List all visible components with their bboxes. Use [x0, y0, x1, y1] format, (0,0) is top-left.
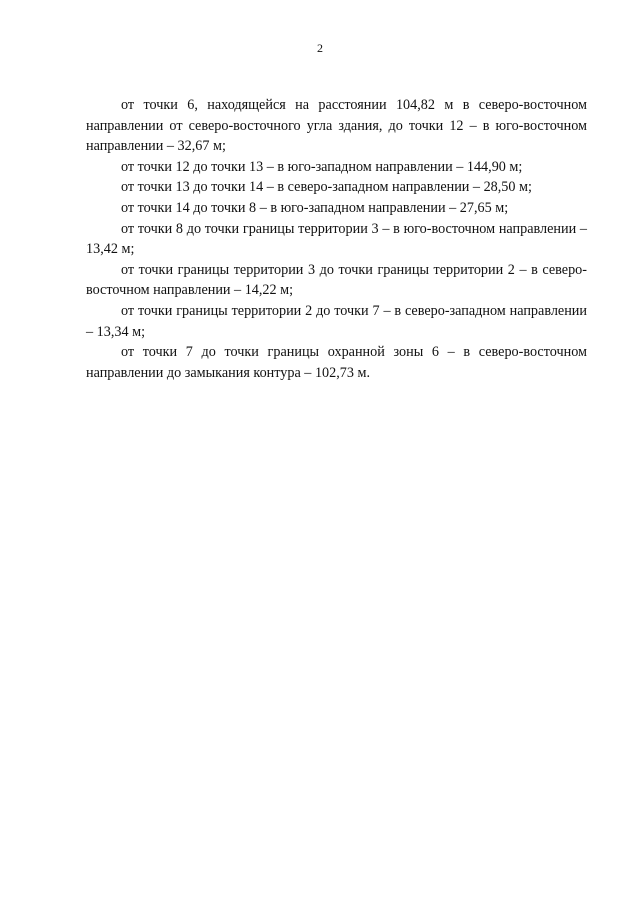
page-number: 2	[317, 41, 323, 55]
paragraph-segment-7-zone-6: от точки 7 до точки границы охранной зоны 6 – в северо-восточном направлении до замыкания контура – 102,73 м.	[86, 344, 587, 381]
paragraph-segment-territory-3-2: от точки границы территории 3 до точки границы территории 2 – в северо-восточном направлении – 14,22 м;	[86, 261, 587, 299]
paragraph-segment-12-13: от точки 12 до точки 13 – в юго-западном направлении – 144,90 м;	[121, 158, 523, 175]
paragraph-segment-territory-2-7: от точки границы территории 2 до точки 7 – в северо-западном направлении – 13,34 м;	[86, 302, 587, 340]
paragraph-segment-13-14: от точки 13 до точки 14 – в северо-западном направлении – 28,50 м;	[121, 179, 532, 196]
paragraph-segment-6-12: от точки 6, находящейся на расстоянии 104,82 м в северо-восточном направлении от северо-восточного угла здания, до точки 12 – в юго-восточном направлении – 32,67 м;	[86, 97, 587, 155]
paragraph-segment-8-territory-3: от точки 8 до точки границы территории 3 – в юго-восточном направлении – 13,42 м;	[86, 220, 587, 258]
document-body	[86, 95, 587, 383]
paragraph-segment-14-8: от точки 14 до точки 8 – в юго-западном направлении – 27,65 м;	[121, 199, 509, 216]
